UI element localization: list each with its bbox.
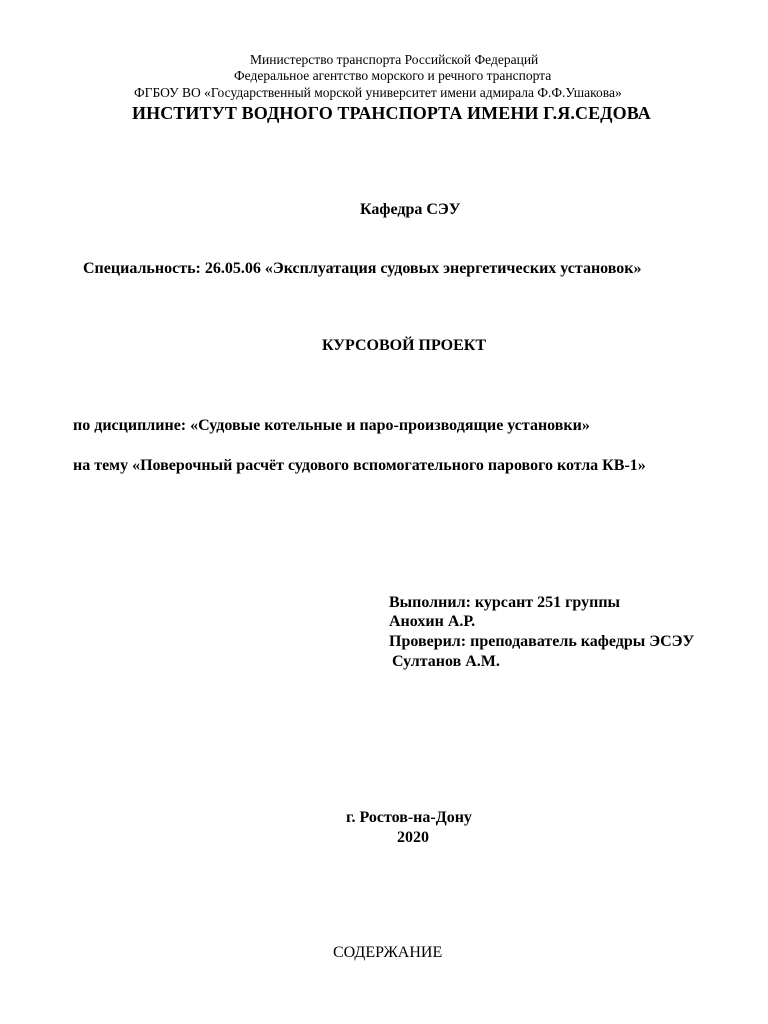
agency-line: Федеральное агентство морского и речного транспорта: [234, 68, 552, 83]
year-line: 2020: [397, 829, 429, 846]
checked-by-line: Проверил: преподаватель кафедры ЭСЭУ: [389, 633, 695, 650]
specialty-line: Специальность: 26.05.06 «Эксплуатация судовых энергетических установок»: [83, 260, 642, 277]
teacher-name: Султанов А.М.: [392, 653, 500, 670]
institute-title: ИНСТИТУТ ВОДНОГО ТРАНСПОРТА ИМЕНИ Г.Я.СЕДОВА: [132, 103, 651, 123]
discipline-line: по дисциплине: «Судовые котельные и паро-производящие установки»: [73, 417, 590, 434]
performed-by-line: Выполнил: курсант 251 группы: [389, 594, 621, 611]
university-line: ФГБОУ ВО «Государственный морской университет имени адмирала Ф.Ф.Ушакова»: [134, 85, 622, 100]
student-name: Анохин А.Р.: [389, 613, 476, 630]
department-line: Кафедра СЭУ: [360, 201, 461, 218]
topic-line: на тему «Поверочный расчёт судового вспомогательного парового котла КВ-1»: [73, 457, 646, 474]
document-type-title: КУРСОВОЙ ПРОЕКТ: [322, 337, 487, 354]
contents-heading: СОДЕРЖАНИЕ: [333, 944, 443, 961]
city-line: г. Ростов-на-Дону: [346, 809, 472, 826]
ministry-line: Министерство транспорта Российской Федераций: [250, 52, 539, 67]
